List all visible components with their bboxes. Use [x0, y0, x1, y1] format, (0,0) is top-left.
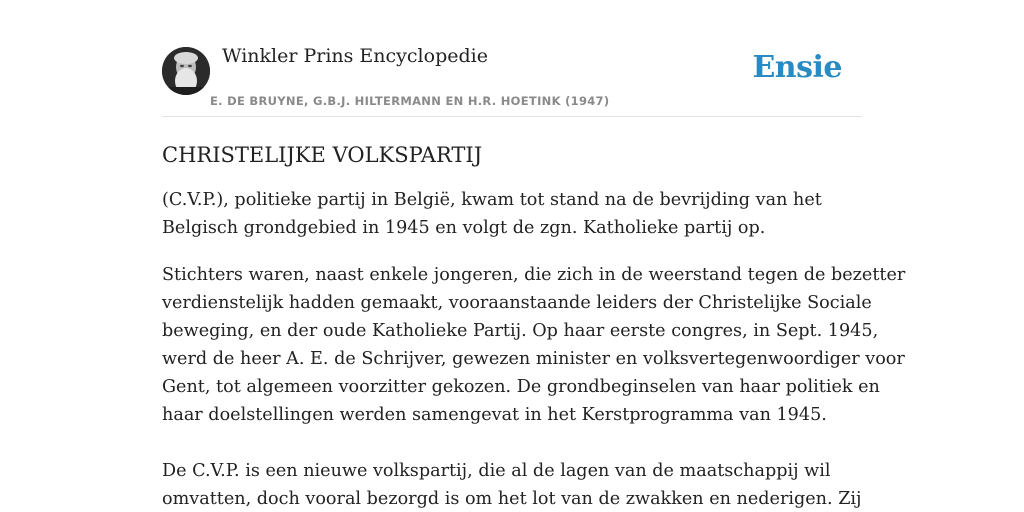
authors-byline: E. DE BRUYNE, G.B.J. HILTERMANN EN H.R. HOETINK (1947) — [210, 94, 610, 108]
paragraph-line: De C.V.P. is een nieuwe volkspartij, die al de lagen van de maatschappij wil — [162, 461, 831, 481]
paragraph-line: (C.V.P.), politieke partij in België, kwam tot stand na de bevrijding van het — [162, 190, 822, 210]
paragraph-line: Belgisch grondgebied in 1945 en volgt de zgn. Katholieke partij op. — [162, 218, 766, 238]
paragraph-line: Stichters waren, naast enkele jongeren, die zich in de weerstand tegen de bezetter — [162, 265, 906, 285]
article-paragraph — [162, 457, 862, 512]
paragraph-line: Gent, tot algemeen voorzitter gekozen. De grondbeginselen van haar politiek en — [162, 377, 880, 397]
paragraph-line: werd de heer A. E. de Schrijver, gewezen minister en volksvertegenwoordiger voor — [162, 349, 905, 369]
article-title: CHRISTELIJKE VOLKSPARTIJ — [162, 143, 483, 167]
paragraph-line: beweging, en der oude Katholieke Partij. Op haar eerste congres, in Sept. 1945, — [162, 321, 879, 341]
paragraph-line: haar doelstellingen werden samengevat in het Kerstprogramma van 1945. — [162, 405, 827, 425]
header — [162, 0, 862, 117]
paragraph-line: verdienstelijk hadden gemaakt, vooraanstaande leiders der Christelijke Sociale — [162, 293, 872, 313]
paragraph-line: omvatten, doch vooral bezorgd is om het lot van de zwakken en nederigen. Zij — [162, 489, 862, 509]
portrait-icon — [162, 47, 210, 95]
encyclopedia-title[interactable]: Winkler Prins Encyclopedie — [222, 45, 488, 67]
article-paragraph — [162, 261, 906, 429]
article — [162, 140, 906, 512]
article-paragraph — [162, 186, 862, 242]
avatar — [162, 47, 210, 95]
brand-logo[interactable]: Ensie — [752, 50, 842, 85]
